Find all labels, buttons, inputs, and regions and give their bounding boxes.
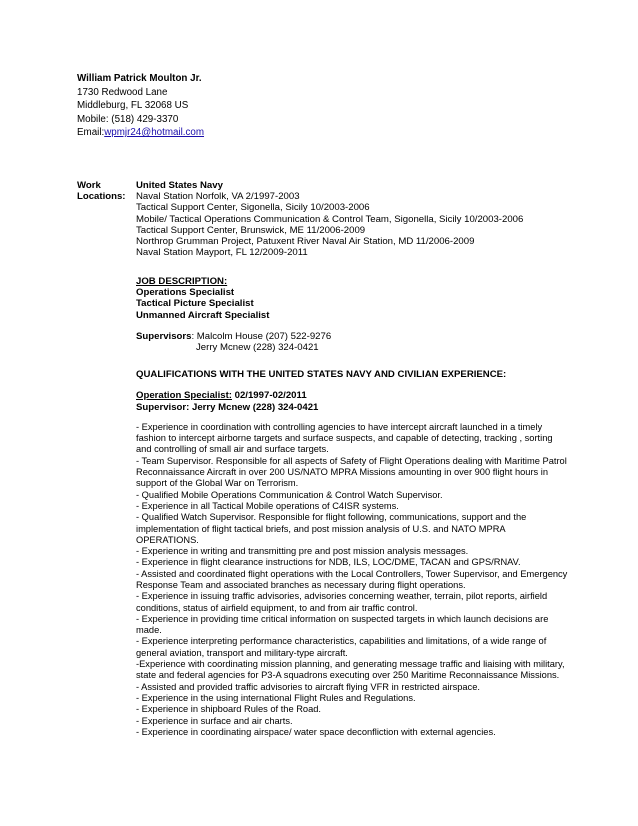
qualification-item: - Experience in coordination with controlling agencies to have intercept aircraft launched in a timely fashion to intercept airborne targets and surface suspects, and capable of detecting, tracking , sorting and controlling of small air and surface targets. [136,421,553,455]
qualification-item: - Experience in shipboard Rules of the Road. [136,704,322,715]
qualification-item: - Qualified Mobile Operations Communication & Control Watch Supervisor. [136,489,443,500]
job-title: Tactical Picture Specialist [136,298,254,310]
email-label: Email: [77,127,105,139]
qualification-item: - Experience interpreting performance characteristics, capabilities and limitations, of a wide range of general aviation, transport and military-type aircraft. [136,636,547,658]
location-item: Tactical Support Center, Brunswick, ME 11/2006-2009 [136,224,366,236]
qual-supervisor-label: Supervisor [136,401,187,413]
email-link[interactable]: wpmjr24@hotmail.com [104,127,205,139]
work-locations-list [136,180,523,258]
supervisor-1: : Malcolm House (207) 522-9276 [191,330,332,342]
work-label-line1: Work [77,180,101,191]
qualification-item: - Experience in writing and transmitting pre and post mission analysis messages. [136,546,469,557]
qualification-item: - Assisted and provided traffic advisories to aircraft flying VFR in restricted airspace. [136,681,480,692]
qualification-item: - Experience in surface and air charts. [136,715,293,726]
email-line [77,126,204,140]
position-dates: 02/1997-02/2011 [231,390,307,402]
mobile-number: Mobile: (518) 429-3370 [77,113,179,125]
supervisors-label: Supervisors [136,330,192,342]
qualification-item: - Experience in providing time critical information on suspected targets in which launch decisions are made. [136,613,549,636]
location-item: Tactical Support Center, Sigonella, Sicily 10/2003-2006 [136,202,370,214]
qualification-item: -Experience with coordinating mission planning, and generating message traffic and liaising with military, state and federal agencies for P3-A squadrons executing over 250 Maritime Reconnaissance Missions. [136,659,565,681]
qual-supervisor-line [136,402,568,413]
job-title: Operations Specialist [136,287,235,299]
employer-name: United States Navy [136,180,223,191]
position-line [136,390,568,401]
qualification-item: - Qualified Watch Supervisor. Responsible for flight following, communications, support and the implementation of flight tactical briefs, and post mission analysis of U.S. and NATO MPRA OPERATIONS. [136,512,527,545]
work-label-line2: Locations: [77,191,126,203]
job-title: Unmanned Aircraft Specialist [136,309,270,321]
qualification-item: - Assisted and coordinated flight operations with the Local Controllers, Tower Supervisor, and Emergency Response Team and associated branches as necessary during flight operations. [136,568,568,590]
qualification-item: - Experience in the using international Flight Rules and Regulations. [136,692,416,703]
location-item: Mobile/ Tactical Operations Communication & Control Team, Sigonella, Sicily 10/2003-2006 [136,213,524,225]
supervisor-line-1 [136,331,568,342]
location-item: Naval Station Mayport, FL 12/2009-2011 [136,247,308,259]
qualification-list [136,422,568,738]
address-line-2: Middleburg, FL 32068 US [77,100,189,112]
address-line-1: 1730 Redwood Lane [77,86,168,98]
applicant-name: William Patrick Moulton Jr. [77,73,202,84]
qualification-item: - Team Supervisor. Responsible for all aspects of Safety of Flight Operations dealing with Maritime Patrol Reconnaissance Aircraft in over 200 US/NATO MPRA Missions amounting in over 900 flight hours in support of the Global War on Terrorism. [136,455,567,489]
location-item: Northrop Grumman Project, Patuxent River Naval Air Station, MD 11/2006-2009 [136,236,475,248]
main-section [136,276,568,738]
qual-supervisor-value: : Jerry Mcnew (228) 324-0421 [186,401,319,413]
contact-block [77,72,204,140]
job-description-heading: JOB DESCRIPTION: [136,276,228,287]
location-item: Naval Station Norfolk, VA 2/1997-2003 [136,191,300,203]
qualifications-heading: QUALIFICATIONS WITH THE UNITED STATES NAVY AND CIVILIAN EXPERIENCE: [136,369,507,381]
qualification-item: - Experience in issuing traffic advisories, advisories concerning weather, terrain, pilot reports, airfield conditions, status of airfield equipment, to and from air traffic control. [136,591,548,613]
qualification-item: - Experience in coordinating airspace/ water space deconfliction with external agencies. [136,726,496,737]
position-label: Operation Specialist: [136,390,232,402]
supervisor-2: Jerry Mcnew (228) 324-0421 [196,342,319,354]
qualification-item: - Experience in flight clearance instructions for NDB, ILS, LOC/DME, TACAN and GPS/RNAV. [136,557,521,568]
qualification-item: - Experience in all Tactical Mobile operations of C4ISR systems. [136,500,399,511]
work-locations-label [77,180,137,202]
